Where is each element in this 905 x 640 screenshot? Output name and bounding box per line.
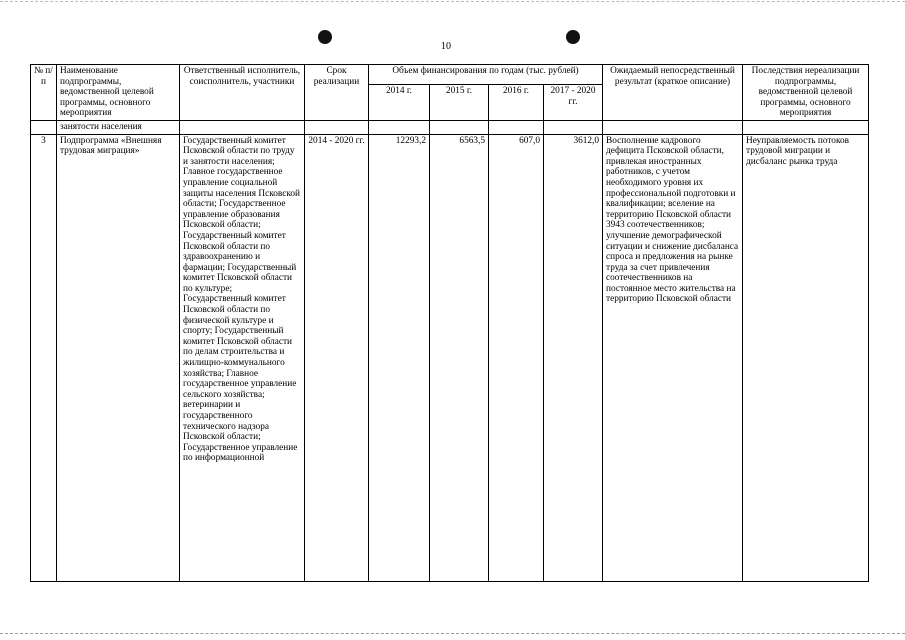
- cell-2017-2020: 3612,0: [544, 134, 603, 581]
- cell-2015: 6563,5: [430, 134, 489, 581]
- punch-hole-right: [566, 30, 580, 44]
- cell-empty: [305, 120, 369, 134]
- cell-empty: [180, 120, 305, 134]
- header-consequences: Последствия нереализации подпрограммы, ведомственной целевой программы, основного мероприятия: [743, 65, 869, 121]
- cell-empty: [603, 120, 743, 134]
- header-name: Наименование подпрограммы, ведомственной целевой программы, основного мероприятия: [57, 65, 180, 121]
- header-term: Срок реализации: [305, 65, 369, 121]
- cell-2014: 12293,2: [369, 134, 430, 581]
- punch-hole-left: [318, 30, 332, 44]
- cell-empty: [544, 120, 603, 134]
- cell-responsible: Государственный комитет Псковской области по труду и занятости населения; Главное государственное управление социальной защиты населения Псковской области; Государственное управление образования Псковской области; Государственный комитет Псковской области по здравоохранению и фармации; Государственный комитет Псковской области по культуре; Государственный комитет Псковской области по физической культуре и спорту; Государственный комитет Псковской области по делам строительства и жилищно-коммунального хозяйства; Главное государственное управление сельского хозяйства; ветеринарии и государственного технического надзора Псковской области; Государственное управление по информационной: [180, 134, 305, 581]
- cell-name: Подпрограмма «Внешняя трудовая миграция»: [57, 134, 180, 581]
- cell-empty: [430, 120, 489, 134]
- page-number: 10: [441, 41, 451, 52]
- cell-consequences: Неуправляемость потоков трудовой миграции и дисбаланс рынка труда: [743, 134, 869, 581]
- table-row: [31, 134, 869, 581]
- header-year-2017-2020: 2017 - 2020 гг.: [544, 85, 603, 121]
- cell-empty: [369, 120, 430, 134]
- header-expected-result: Ожидаемый непосредственный результат (краткое описание): [603, 65, 743, 121]
- header-year-2016: 2016 г.: [489, 85, 544, 121]
- cell-num: 3: [31, 134, 57, 581]
- program-table: [30, 64, 869, 582]
- scan-edge-line: [0, 1, 905, 2]
- header-num: № п/п: [31, 65, 57, 121]
- cell-term: 2014 - 2020 гг.: [305, 134, 369, 581]
- cell-empty: [743, 120, 869, 134]
- cell-empty: [489, 120, 544, 134]
- header-responsible: Ответственный исполнитель, соисполнитель, участники: [180, 65, 305, 121]
- header-year-2015: 2015 г.: [430, 85, 489, 121]
- cell-expected-result: Восполнение кадрового дефицита Псковской области, привлекая иностранных работников, с учетом необходимого уровня их профессиональной подготовки и квалификации; вселение на территорию Псковской области 3943 соотечественников; улучшение демографической ситуации и снижение дисбаланса спроса и предложения на рынке труда за счет привлечения соотечественников на постоянное место жительства на территорию Псковской области: [603, 134, 743, 581]
- cell-2016: 607,0: [489, 134, 544, 581]
- table-header-row: [31, 65, 869, 85]
- table-row-continuation: [31, 120, 869, 134]
- header-funding-group: Объем финансирования по годам (тыс. рублей): [369, 65, 603, 85]
- header-year-2014: 2014 г.: [369, 85, 430, 121]
- cell-empty: [31, 120, 57, 134]
- scan-edge-line: [0, 633, 905, 634]
- cell-continuation-name: занятости населения: [57, 120, 180, 134]
